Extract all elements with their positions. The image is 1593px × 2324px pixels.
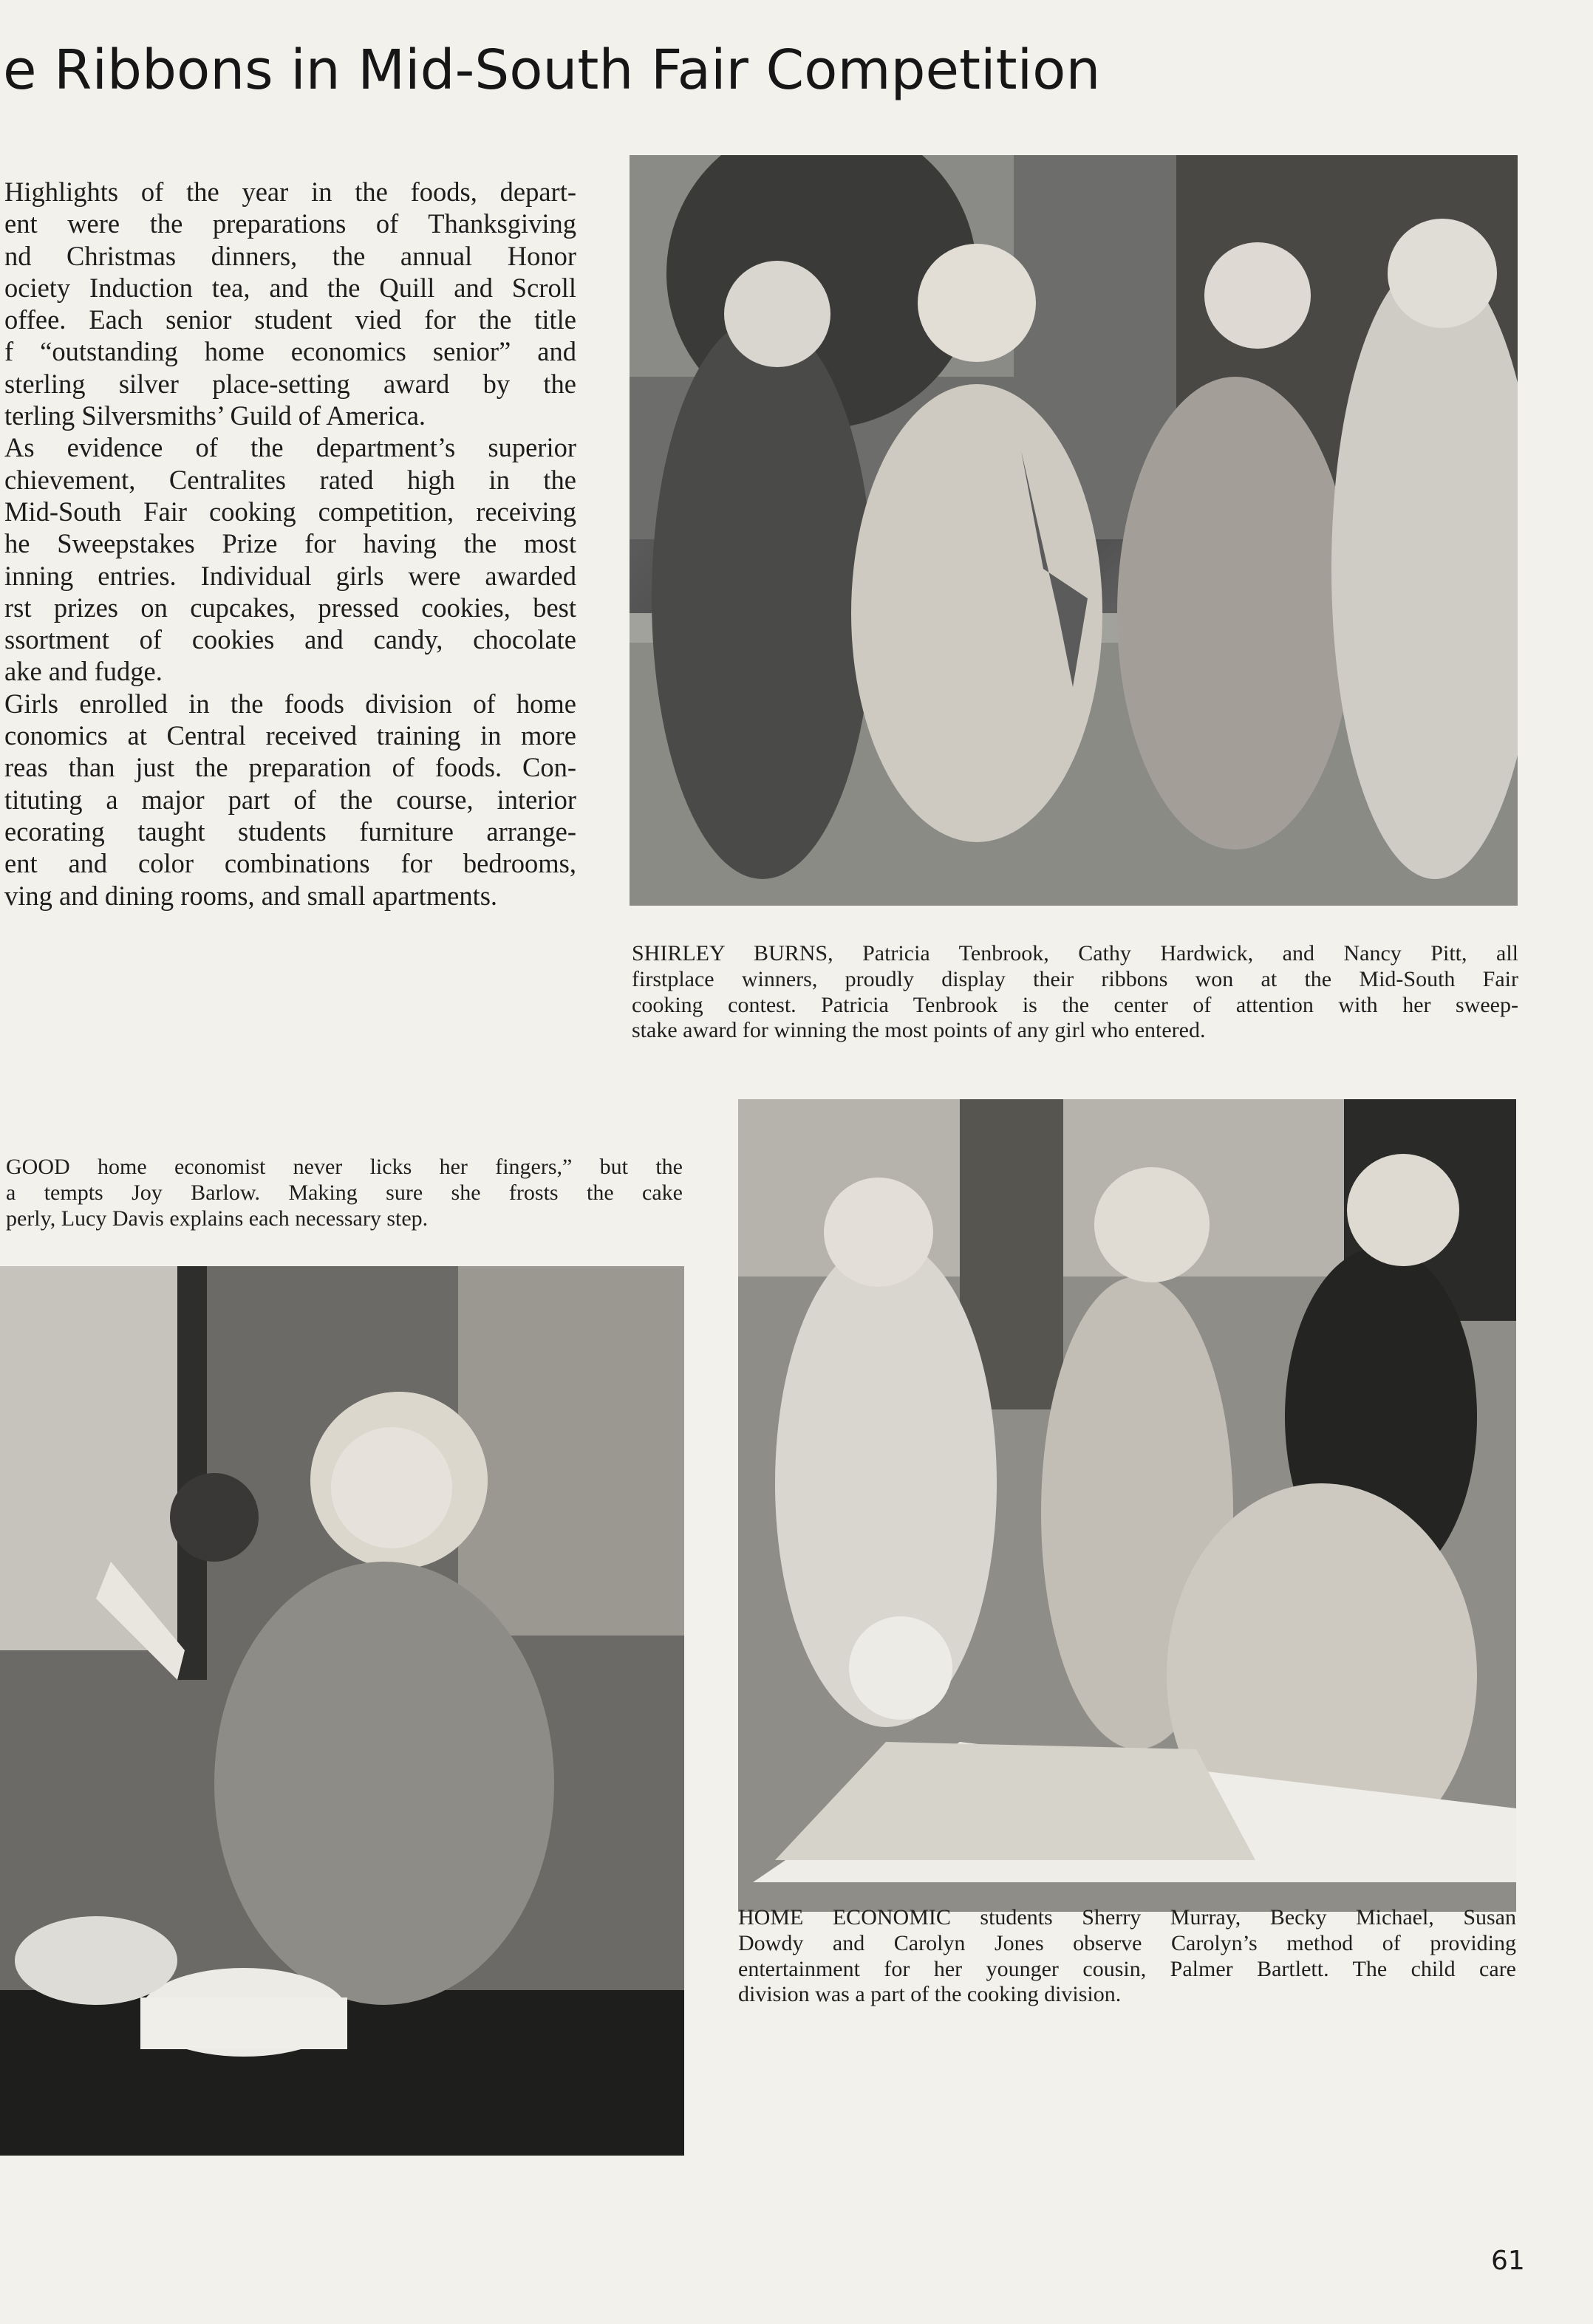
- caption-line: perly, Lucy Davis explains each necessary step.: [6, 1206, 429, 1231]
- body-line: chievement, Centralites rated high in the: [4, 464, 576, 495]
- body-line: ssortment of cookies and candy, chocolate: [4, 624, 576, 655]
- body-line: Mid-South Fair cooking competition, receiving: [4, 496, 576, 527]
- cake-caption: [6, 1155, 683, 1231]
- body-line: tituting a major part of the course, interior: [4, 784, 576, 815]
- article-body: [4, 176, 576, 912]
- body-line: Girls enrolled in the foods division of home: [4, 688, 576, 719]
- caption-line: division was a part of the cooking division.: [738, 1982, 1122, 2007]
- caption-line: a tempts Joy Barlow. Making sure she frosts the cake: [6, 1180, 683, 1205]
- body-line: f “outstanding home economics senior” and: [4, 336, 576, 367]
- caption-line: firstplace winners, proudly display their ribbons won at the Mid-South Fair: [632, 966, 1518, 991]
- child-care-photo: [738, 1099, 1516, 1912]
- body-line: nd Christmas dinners, the annual Honor: [4, 240, 576, 271]
- caption-line: GOOD home economist never licks her fingers,” but the: [6, 1155, 683, 1179]
- body-line: ake and fudge.: [4, 656, 163, 687]
- body-line: conomics at Central received training in more: [4, 720, 576, 751]
- body-line: ociety Induction tea, and the Quill and Scroll: [4, 272, 576, 303]
- cake-photo-illustration: [0, 1266, 684, 2156]
- body-line: he Sweepstakes Prize for having the most: [4, 528, 576, 559]
- page-headline: e Ribbons in Mid-South Fair Competition: [3, 38, 1101, 102]
- caption-line: cooking contest. Patricia Tenbrook is the center of attention with her sweep-: [632, 992, 1518, 1017]
- body-line: terling Silversmiths’ Guild of America.: [4, 400, 426, 431]
- body-line: As evidence of the department’s superior: [4, 432, 576, 463]
- body-line: Highlights of the year in the foods, depart-: [4, 177, 576, 207]
- caption-line: Dowdy and Carolyn Jones observe Carolyn’s method of providing: [738, 1930, 1516, 1955]
- caption-line: entertainment for her younger cousin, Palmer Bartlett. The child care: [738, 1956, 1516, 1981]
- cake-photo: [0, 1266, 684, 2156]
- caption-line: SHIRLEY BURNS, Patricia Tenbrook, Cathy Hardwick, and Nancy Pitt, all: [632, 941, 1518, 966]
- child-care-caption: [738, 1905, 1516, 2008]
- body-line: reas than just the preparation of foods. Con-: [4, 752, 576, 783]
- body-line: inning entries. Individual girls were awarded: [4, 560, 576, 591]
- ribbons-photo-illustration: [630, 155, 1518, 906]
- body-line: ent and color combinations for bedrooms,: [4, 848, 576, 879]
- caption-line: HOME ECONOMIC students Sherry Murray, Becky Michael, Susan: [738, 1905, 1516, 1930]
- ribbons-photo: [630, 155, 1518, 906]
- child-care-photo-illustration: [738, 1099, 1516, 1912]
- page-number: 61: [1491, 2246, 1525, 2276]
- body-line: ent were the preparations of Thanksgiving: [4, 208, 576, 239]
- body-line: sterling silver place-setting award by the: [4, 368, 576, 399]
- ribbons-caption: [632, 941, 1518, 1044]
- body-line: rst prizes on cupcakes, pressed cookies, best: [4, 592, 576, 623]
- caption-line: stake award for winning the most points of any girl who entered.: [632, 1018, 1206, 1043]
- body-line: offee. Each senior student vied for the title: [4, 304, 576, 335]
- body-line: ving and dining rooms, and small apartments.: [4, 880, 498, 911]
- body-line: ecorating taught students furniture arrange-: [4, 816, 576, 847]
